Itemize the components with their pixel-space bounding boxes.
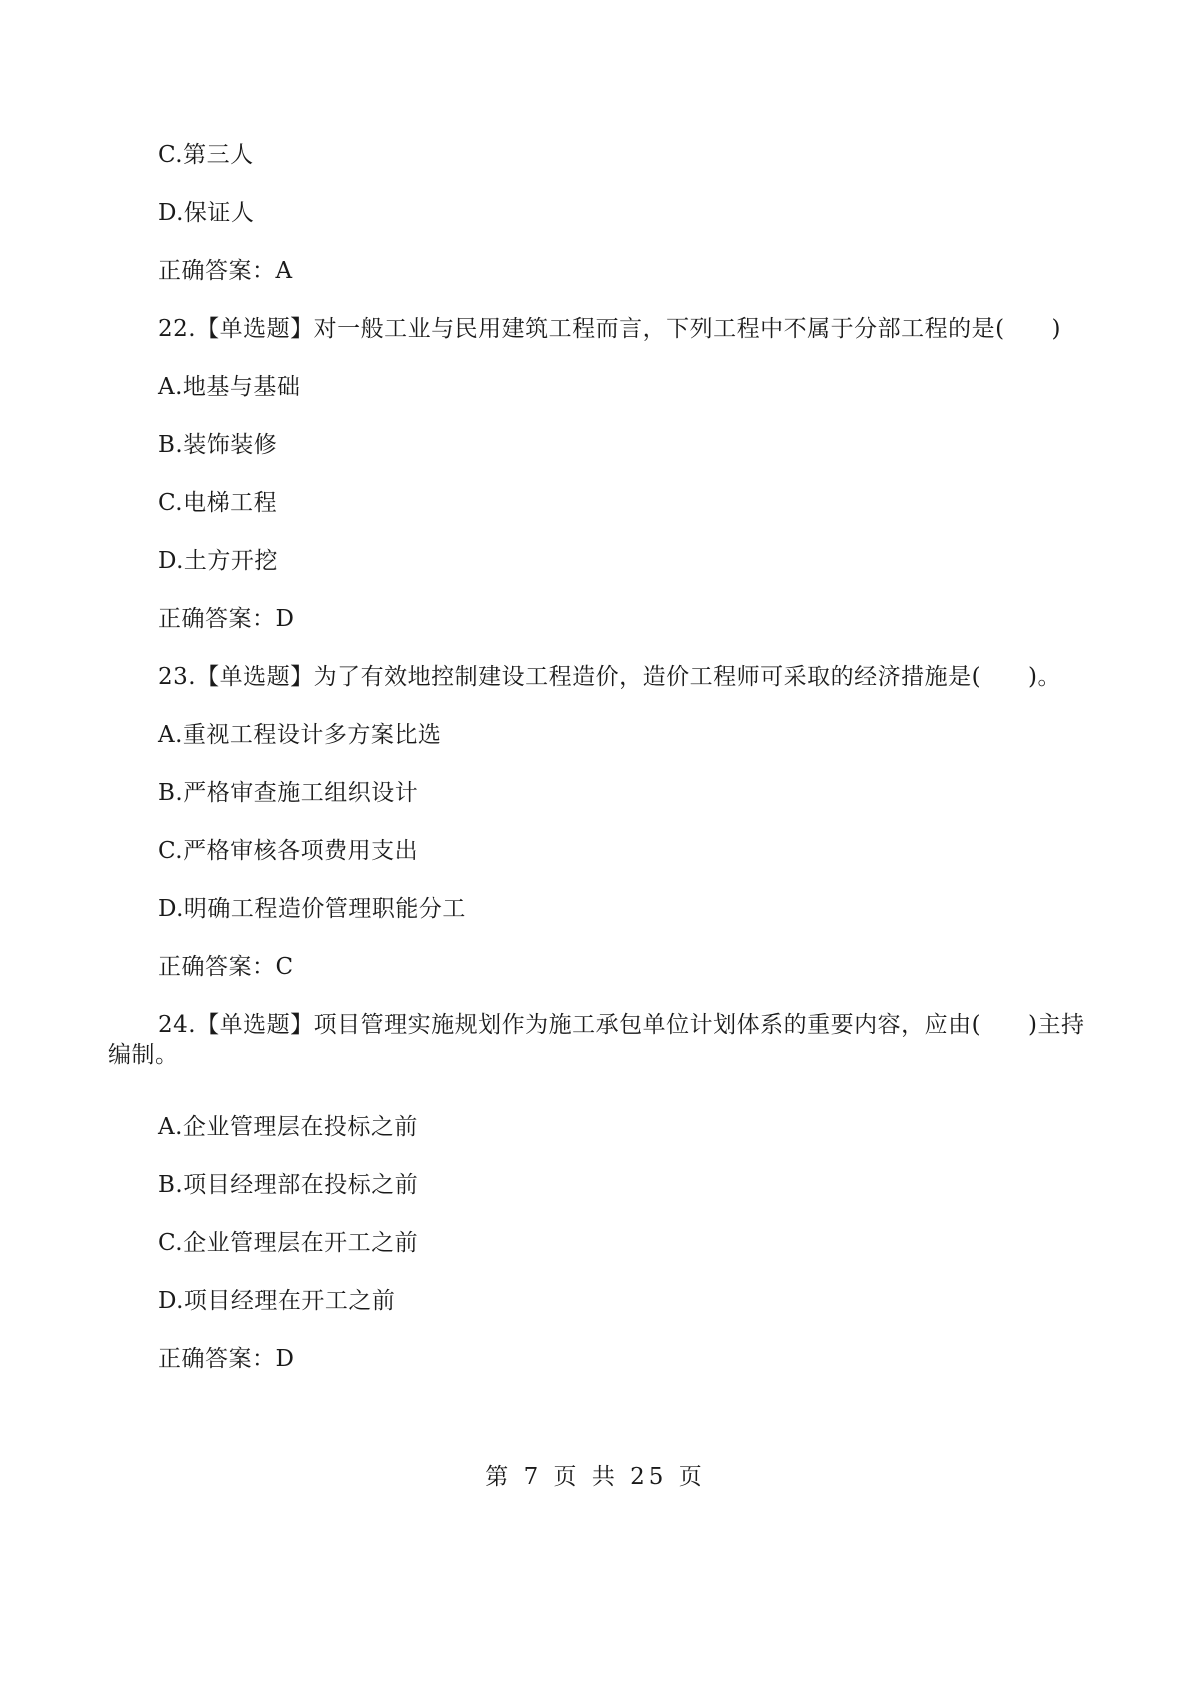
option-b-q23: B.严格审查施工组织设计 bbox=[158, 780, 419, 806]
option-b-q24: B.项目经理部在投标之前 bbox=[158, 1172, 419, 1198]
answer-q21: 正确答案：A bbox=[158, 258, 293, 284]
page-footer: 第 7 页 共 25 页 bbox=[485, 1464, 706, 1490]
question-24 bbox=[108, 1010, 1088, 1070]
option-b-q22: B.装饰装修 bbox=[158, 432, 278, 458]
answer-q22: 正确答案：D bbox=[158, 606, 295, 632]
answer-q24: 正确答案：D bbox=[158, 1346, 295, 1372]
option-d-q24: D.项目经理在开工之前 bbox=[158, 1288, 396, 1314]
question-24-line2: 编制。 bbox=[108, 1042, 179, 1068]
option-c-q21: C.第三人 bbox=[158, 142, 254, 168]
option-d-q21: D.保证人 bbox=[158, 200, 255, 226]
option-c-q24: C.企业管理层在开工之前 bbox=[158, 1230, 419, 1256]
option-d-q22: D.土方开挖 bbox=[158, 548, 278, 574]
option-d-q23: D.明确工程造价管理职能分工 bbox=[158, 896, 466, 922]
answer-q23: 正确答案：C bbox=[158, 954, 294, 980]
option-a-q22: A.地基与基础 bbox=[158, 374, 301, 400]
question-23: 23.【单选题】为了有效地控制建设工程造价，造价工程师可采取的经济措施是( )。 bbox=[158, 664, 1062, 690]
question-22: 22.【单选题】对一般工业与民用建筑工程而言，下列工程中不属于分部工程的是( ) bbox=[158, 316, 1062, 342]
option-c-q23: C.严格审核各项费用支出 bbox=[158, 838, 419, 864]
option-a-q23: A.重视工程设计多方案比选 bbox=[158, 722, 442, 748]
question-24-line1: 24.【单选题】项目管理实施规划作为施工承包单位计划体系的重要内容，应由( )主持 bbox=[158, 1012, 1085, 1038]
option-a-q24: A.企业管理层在投标之前 bbox=[158, 1114, 418, 1140]
option-c-q22: C.电梯工程 bbox=[158, 490, 278, 516]
